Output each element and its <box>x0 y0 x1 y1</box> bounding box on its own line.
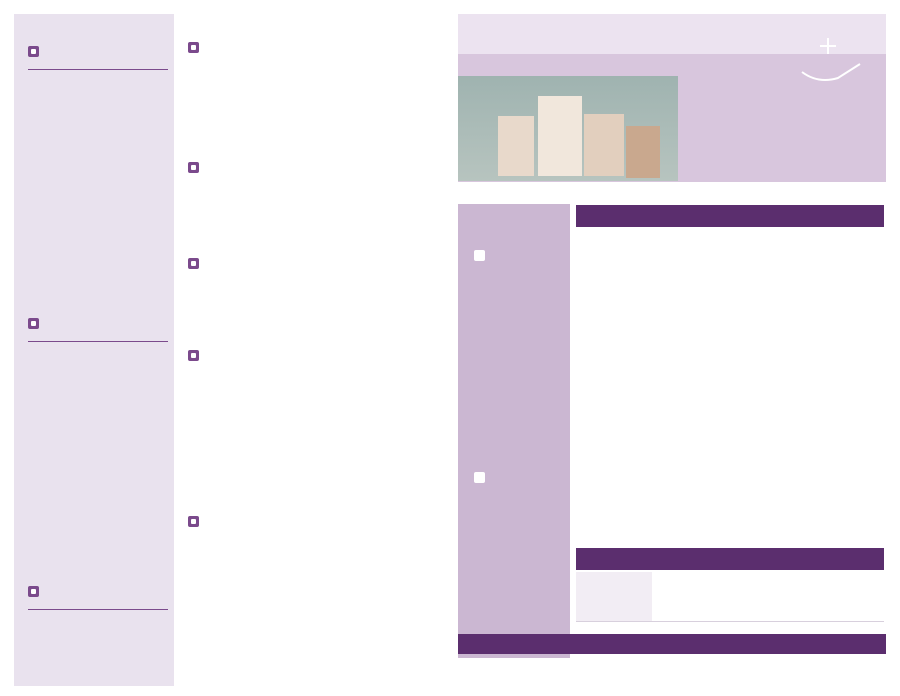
bullet-icon <box>188 162 199 173</box>
hand-cross-icon <box>798 34 868 86</box>
saturday-header <box>576 548 884 570</box>
staff-section <box>188 346 448 367</box>
bullet-icon <box>188 350 199 361</box>
bullet-icon <box>28 318 39 329</box>
church-houses-image <box>458 76 678 181</box>
committee-title <box>28 337 168 342</box>
worship-section <box>188 38 448 59</box>
bullet-icon <box>188 42 199 53</box>
schedule-title <box>28 65 168 70</box>
saturday-row <box>576 572 884 622</box>
training-section <box>188 158 448 179</box>
broadcast-section <box>28 582 168 616</box>
bullet-icon <box>474 250 485 261</box>
info-panel <box>458 204 570 658</box>
committee-section <box>28 314 168 349</box>
bullet-icon <box>188 516 199 527</box>
mission-section <box>188 512 448 537</box>
left-panel <box>14 14 174 686</box>
saturday-row-label <box>576 572 652 621</box>
hero-banner <box>458 14 886 182</box>
bullet-icon <box>474 472 485 483</box>
bullet-icon <box>28 46 39 57</box>
footer-bar <box>458 634 886 654</box>
service-header <box>576 205 884 227</box>
broadcast-title <box>28 605 168 610</box>
school-section <box>188 254 448 275</box>
bullet-icon <box>188 258 199 269</box>
bullet-icon <box>28 586 39 597</box>
schedule-section <box>28 42 168 77</box>
